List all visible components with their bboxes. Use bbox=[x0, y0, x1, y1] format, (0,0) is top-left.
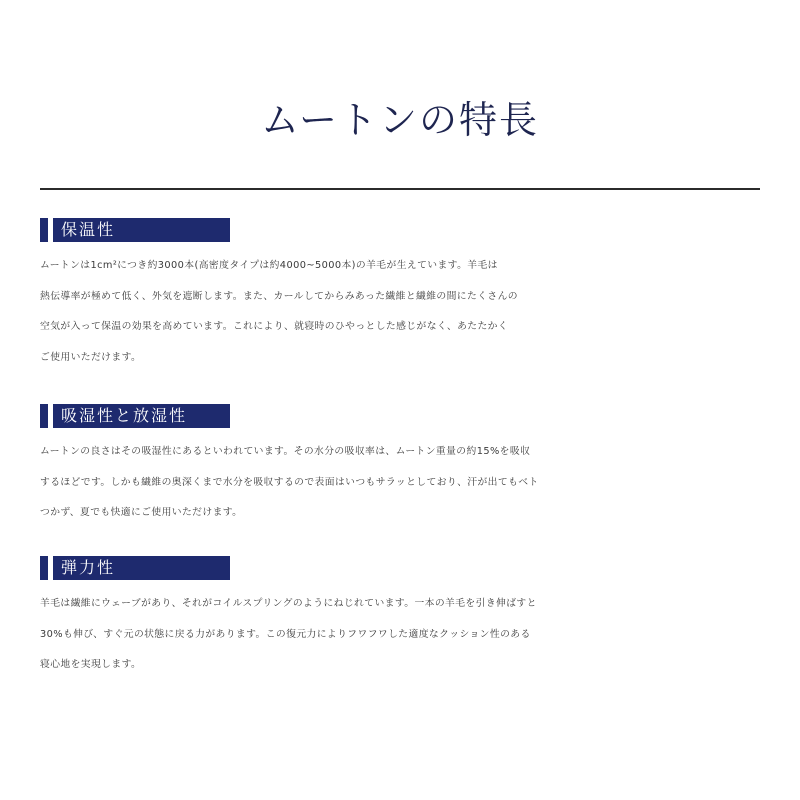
body-line: ご使用いただけます。 bbox=[40, 351, 142, 363]
section-body bbox=[40, 437, 770, 529]
heading-accent-mark bbox=[40, 404, 48, 428]
section-heading: 吸湿性と放湿性 bbox=[53, 404, 230, 428]
section-body bbox=[40, 251, 770, 373]
section-heading: 弾力性 bbox=[53, 556, 230, 580]
section-moisture-absorption bbox=[40, 404, 770, 529]
section-heading: 保温性 bbox=[53, 218, 230, 242]
body-line: 30%も伸び、すぐ元の状態に戻る力があります。この復元力によりフワフワした適度なクッション性のある bbox=[40, 628, 531, 640]
section-heat-retention bbox=[40, 218, 770, 373]
heading-accent-mark bbox=[40, 556, 48, 580]
section-elasticity bbox=[40, 556, 770, 681]
section-body bbox=[40, 589, 770, 681]
section-heading-bar bbox=[40, 556, 230, 580]
body-line: 空気が入って保温の効果を高めています。これにより、就寝時のひやっとした感じがなく、あたたかく bbox=[40, 321, 509, 332]
heading-accent-mark bbox=[40, 218, 48, 242]
body-line: 熱伝導率が極めて低く、外気を遮断します。また、カールしてからみあった繊維と繊維の間にたくさんの bbox=[40, 290, 518, 302]
body-line: 羊毛は繊維にウェーブがあり、それがコイルスプリングのようにねじれています。一本の羊毛を引き伸ばすと bbox=[40, 598, 537, 609]
body-line: ムートンの良さはその吸湿性にあるといわれています。その水分の吸収率は、ムートン重量の約15%を吸収 bbox=[40, 446, 531, 457]
title-divider bbox=[40, 188, 760, 190]
body-line: するほどです。しかも繊維の奥深くまで水分を吸収するので表面はいつもサラッとしており、汗が出てもベト bbox=[40, 476, 539, 488]
body-line: ムートンは1cm²につき約3000本(高密度タイプは約4000~5000本)の羊毛が生えています。羊毛は bbox=[40, 260, 498, 271]
body-line: つかず、夏でも快適にご使用いただけます。 bbox=[40, 507, 243, 518]
body-line: 寝心地を実現します。 bbox=[40, 659, 142, 670]
page-title: ムートンの特長 bbox=[260, 98, 540, 142]
section-heading-bar bbox=[40, 218, 230, 242]
section-heading-bar bbox=[40, 404, 230, 428]
